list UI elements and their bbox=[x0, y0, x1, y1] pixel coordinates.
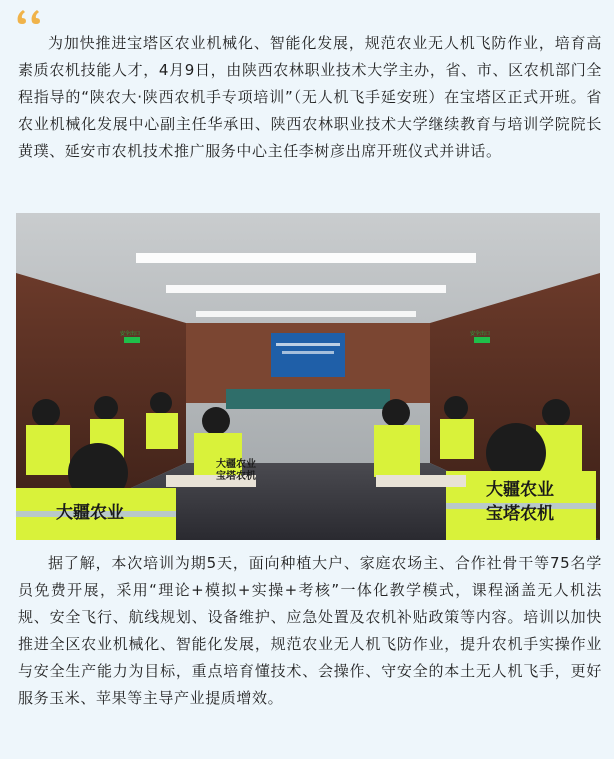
vest-text-mid-2: 宝塔农机 bbox=[216, 471, 256, 482]
exit-sign-right: 安全出口 bbox=[470, 331, 491, 337]
vest-text-left: 大疆农业 bbox=[56, 503, 124, 523]
vest-text-right-1: 大疆农业 bbox=[486, 480, 554, 500]
vest-text-right-2: 宝塔农机 bbox=[486, 504, 554, 524]
quote-icon bbox=[14, 6, 58, 26]
exit-sign-left: 安全出口 bbox=[120, 331, 141, 337]
article-paragraph-2: 据了解，本次培训为期5天，面向种植大户、家庭农场主、合作社骨干等75名学员免费开展，采用“理论+模拟+实操+考核”一体化教学模式，课程涵盖无人机法规、安全飞行、航线规划、设备维护、应急处置及农机补贴政策等内容。培训以加快推进全区农业机械化、智能化发展，规范农业无人机飞防作业，提升农机手实操作业与安全生产能力为目标，重点培育懂技术、会操作、守安全的本土无人机飞手，更好服务玉米、苹果等主导产业提质增效。 bbox=[18, 554, 602, 707]
training-photo bbox=[16, 213, 600, 540]
article-paragraph-1: 为加快推进宝塔区农业机械化、智能化发展，规范农业无人机飞防作业，培育高素质农机技能人才，4月9日，由陕西农林职业技术大学主办，省、市、区农机部门全程指导的“陕农大·陕西农机手专项培训”（无人机飞手延安班）在宝塔区正式开班。省农业机械化发展中心副主任华承田、陕西农林职业技术大学继续教育与培训学院院长黄璞、延安市农机技术推广服务中心主任李树彦出席开班仪式并讲话。 bbox=[18, 34, 602, 160]
vest-text-mid-1: 大疆农业 bbox=[216, 459, 256, 470]
